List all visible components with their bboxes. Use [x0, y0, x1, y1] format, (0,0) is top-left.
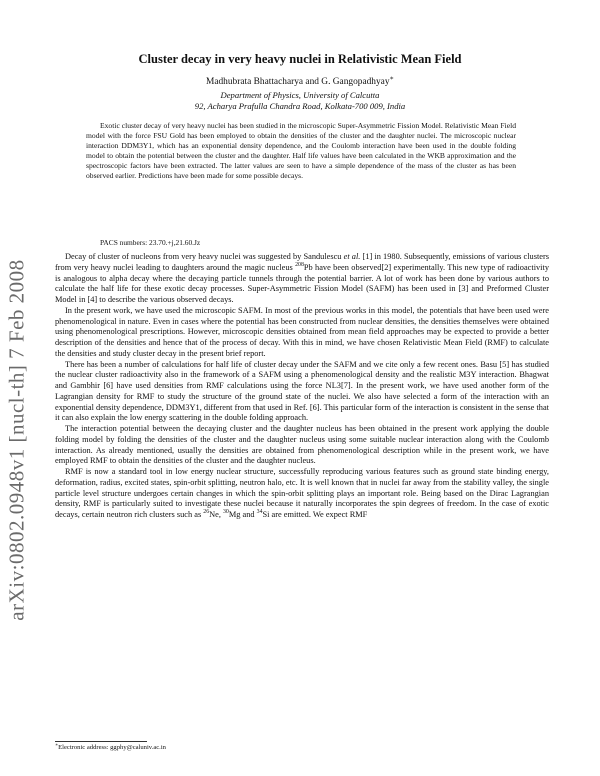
main-body — [55, 252, 549, 521]
paragraph-2: In the present work, we have used the microscopic SAFM. In most of the previous works in this model, the potentials that have been used were phenomenological in nature. Even in cases where the potential has been constructed from nuclear densities, the densities themselves were obtained using phenomenological prescriptions. However, microscopic densities obtained from mean field approaches may be expected to provide a better description of the densities and hence that of the process of decay. With this in mind, we have chosen Relativistic Mean Field (RMF) to calculate the densities and study cluster decay in the present brief report. — [55, 305, 549, 358]
abstract — [86, 121, 516, 181]
footnote-email: Electronic address: ggphy@caluniv.ac.in — [58, 744, 166, 751]
paper-title: Cluster decay in very heavy nuclei in Relativistic Mean Field — [138, 52, 462, 66]
footnote-divider — [55, 741, 147, 742]
paragraph-3: There has been a number of calculations for half life of cluster decay under the SAFM and we cite only a few recent ones. Basu [5] has studied the nuclear cluster radioactivity also in the framework of a SAFM using a phenomenological density and the realistic M3Y interaction. Bhagwat and Gambhir [6] have used densities from RMF calculations using the force NL3[7]. In the present work, we have used another form of the Lagrangian density for RMF to study the structure of the ground state of the nuclei. We also have selected a form of the interaction with an exponential density dependence, DDM3Y1, different from that used in Ref. [6]. This particular form of the interaction is consistent in the sense that it can also explain the low energy scattering in the double folding approach. — [55, 359, 549, 423]
footnote-marker: ∗ — [55, 741, 59, 747]
arxiv-identifier: arXiv:0802.0948v1 [nucl-th] 7 Feb 2008 — [4, 259, 29, 621]
paragraph-4: The interaction potential between the decaying cluster and the daughter nucleus has been obtained in the present work applying the double folding model by folding the densities of the cluster and the daughter nucleus using some suitable nuclear interaction along with the Coulomb interaction. As already mentioned, usually the densities are obtained from phenomenological description while in the present work, we have employed RMF to obtain the densities of the cluster and the daughter nucleus. — [55, 424, 549, 466]
author-line — [60, 74, 540, 87]
affiliation-address: 92, Acharya Prafulla Chandra Road, Kolkata-700 009, India — [194, 101, 406, 111]
affiliation-department: Department of Physics, University of Calcutta — [220, 90, 380, 100]
pacs-numbers: PACS numbers: 23.70.+j,21.60.Jz — [100, 238, 201, 247]
author-names: Madhubrata Bhattacharya and G. Gangopadhyay — [205, 77, 390, 87]
abstract-text: Exotic cluster decay of very heavy nuclei has been studied in the microscopic Super-Asymmetric Fission Model. Relativistic Mean Field model with the force FSU Gold has been employed to obtain the densities of the cluster and the daughter nuclei. The microscopic nuclear interaction DDM3Y1, which has an exponential density dependence, and the Coulomb interaction have been used in the double folding model to obtain the potential between the cluster and the daughter. Half life values have been calculated in the WKB approximation and the spectroscopic factors have been extracted. The latter values are seen to have a simple dependence of the mass of the cluster as has been observed earlier. Predictions have been made for some possible decays. — [86, 121, 516, 180]
author-footnote-marker: ∗ — [389, 74, 394, 82]
paragraph-5: RMF is now a standard tool in low energy nuclear structure, successfully reproducing various features such as ground state binding energy, deformation, radius, excited states, spin-orbit splitting, neutron halo, etc. It is well known that in nuclei far away from the stability valley, the single particle level structure undergoes certain changes in which the spin-orbit splitting plays an important role. Being based on the Dirac Lagrangian density, RMF is particularly suited to investigate these nuclei because it naturally incorporates the spin degrees of freedom. In the case of exotic decays, certain neutron rich clusters such as $^{26}$Ne, $^{30}$Mg and $^{34}$Si are emitted. We expect RMF — [55, 467, 549, 519]
footnote — [55, 741, 166, 751]
paragraph-1: Decay of cluster of nucleons from very heavy nuclei was suggested by Sandulescu et al. [1] in 1980. Subsequently, emissions of various clusters from very heavy nuclei leading to daughters around the magic nucleus $^{208}$Pb have been observed[2] experimentally. This new type of radioactivity is analogous to alpha decay where the decaying particle tunnels through the potential barrier. A lot of work has been done by various authors to calculate the half life for these exotic decay processes. Super-Asymmetric Fission Model (SAFM) has been used in [3] and Preformed Cluster Model in [4] to describe the various observed decays. — [55, 252, 549, 304]
